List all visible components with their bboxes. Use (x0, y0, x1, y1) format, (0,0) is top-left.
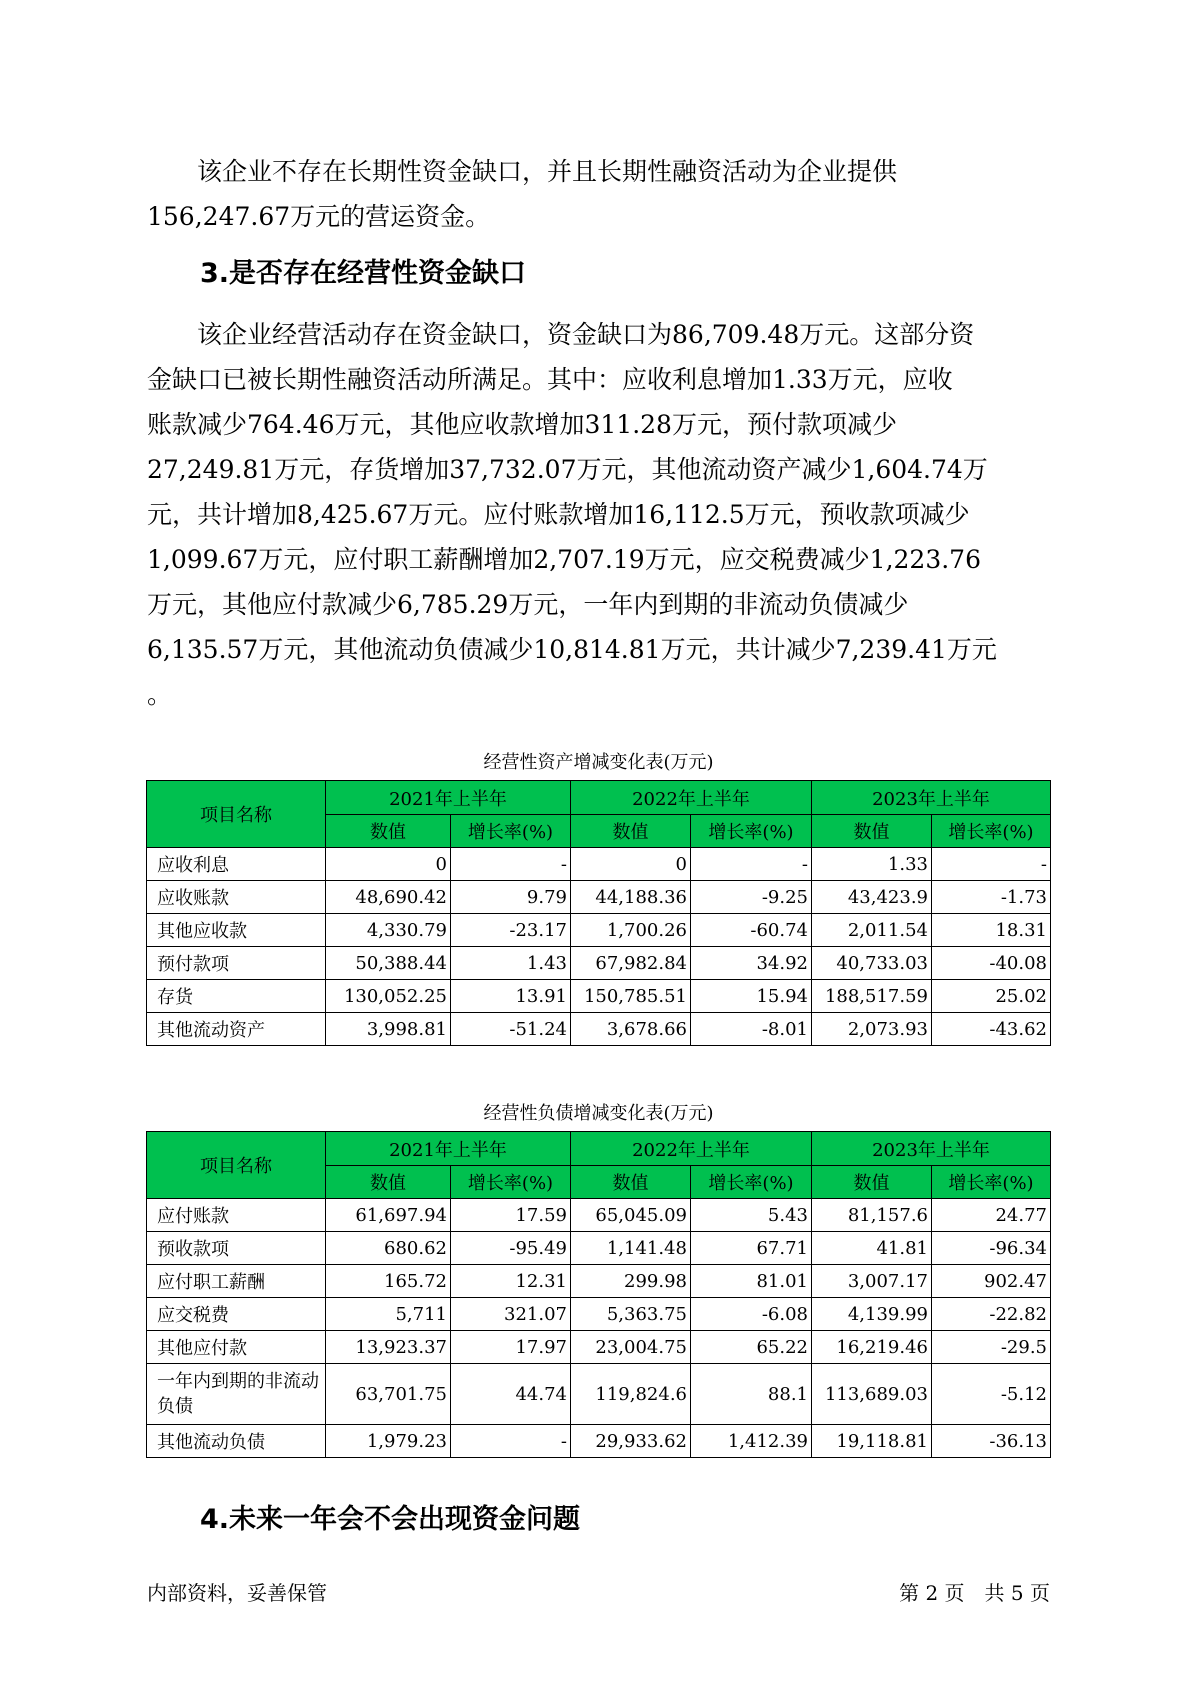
row-item-name: 应付账款 (147, 1199, 326, 1232)
cell-value: 2,073.93 (812, 1013, 932, 1046)
cell-value: 5,363.75 (571, 1298, 691, 1331)
cell-growth-rate: -43.62 (932, 1013, 1051, 1046)
row-item-name: 预付款项 (147, 947, 326, 980)
paragraph-line: 账款减少764.46万元，其他应收款增加311.28万元，预付款项减少 (147, 410, 897, 439)
cell-growth-rate: -29.5 (932, 1331, 1051, 1364)
cell-growth-rate: - (451, 848, 571, 881)
header-period-2022: 2022年上半年 (571, 781, 812, 815)
header-value: 数值 (812, 815, 932, 848)
section-heading-3: 3.是否存在经营性资金缺口 (200, 258, 527, 289)
cell-value: 3,007.17 (812, 1265, 932, 1298)
header-value: 数值 (571, 815, 691, 848)
cell-growth-rate: - (932, 848, 1051, 881)
table-row (147, 1364, 1051, 1425)
cell-value: 2,011.54 (812, 914, 932, 947)
table-row (147, 1425, 1051, 1458)
cell-value: 299.98 (571, 1265, 691, 1298)
cell-value: 29,933.62 (571, 1425, 691, 1458)
row-item-name: 预收款项 (147, 1232, 326, 1265)
header-value: 数值 (326, 1166, 451, 1199)
cell-growth-rate: -22.82 (932, 1298, 1051, 1331)
header-period-2023: 2023年上半年 (812, 1132, 1051, 1166)
cell-growth-rate: 81.01 (691, 1265, 812, 1298)
cell-value: 50,388.44 (326, 947, 451, 980)
header-growth-rate: 增长率(%) (691, 815, 812, 848)
header-growth-rate: 增长率(%) (691, 1166, 812, 1199)
cell-value: 67,982.84 (571, 947, 691, 980)
header-period-2023: 2023年上半年 (812, 781, 1051, 815)
cell-value: 1,979.23 (326, 1425, 451, 1458)
row-item-name: 其他应付款 (147, 1331, 326, 1364)
header-growth-rate: 增长率(%) (932, 815, 1051, 848)
cell-value: 16,219.46 (812, 1331, 932, 1364)
cell-growth-rate: -5.12 (932, 1364, 1051, 1425)
paragraph-operating-gap (147, 312, 1047, 717)
cell-growth-rate: 1.43 (451, 947, 571, 980)
header-growth-rate: 增长率(%) (932, 1166, 1051, 1199)
cell-growth-rate: -95.49 (451, 1232, 571, 1265)
row-item-name: 应收账款 (147, 881, 326, 914)
row-item-name: 存货 (147, 980, 326, 1013)
cell-value: 5,711 (326, 1298, 451, 1331)
header-item-name: 项目名称 (147, 1132, 326, 1199)
cell-growth-rate: -51.24 (451, 1013, 571, 1046)
section-heading-4: 4.未来一年会不会出现资金问题 (200, 1504, 581, 1535)
header-value: 数值 (571, 1166, 691, 1199)
cell-growth-rate: - (451, 1425, 571, 1458)
header-period-2021: 2021年上半年 (326, 1132, 571, 1166)
cell-value: 3,998.81 (326, 1013, 451, 1046)
table-caption-assets: 经营性资产增减变化表(万元) (483, 752, 714, 773)
table-row (147, 1265, 1051, 1298)
cell-growth-rate: 25.02 (932, 980, 1051, 1013)
row-item-name: 应收利息 (147, 848, 326, 881)
table-row (147, 881, 1051, 914)
table-row (147, 1331, 1051, 1364)
cell-value: 61,697.94 (326, 1199, 451, 1232)
paragraph-line: 该企业不存在长期性资金缺口，并且长期性融资活动为企业提供 (147, 157, 898, 186)
cell-growth-rate: -40.08 (932, 947, 1051, 980)
cell-growth-rate: -60.74 (691, 914, 812, 947)
table-caption-liabilities: 经营性负债增减变化表(万元) (483, 1103, 714, 1124)
cell-growth-rate: -23.17 (451, 914, 571, 947)
table-row (147, 1232, 1051, 1265)
footer-page-number: 第 2 页 共 5 页 (899, 1581, 1050, 1605)
table-row (147, 1199, 1051, 1232)
cell-value: 81,157.6 (812, 1199, 932, 1232)
row-item-name: 其他应收款 (147, 914, 326, 947)
cell-growth-rate: 24.77 (932, 1199, 1051, 1232)
cell-value: 113,689.03 (812, 1364, 932, 1425)
cell-growth-rate: 13.91 (451, 980, 571, 1013)
cell-growth-rate: 65.22 (691, 1331, 812, 1364)
paragraph-line: 万元，其他应付款减少6,785.29万元，一年内到期的非流动负债减少 (147, 590, 909, 619)
cell-value: 4,139.99 (812, 1298, 932, 1331)
cell-value: 19,118.81 (812, 1425, 932, 1458)
cell-value: 680.62 (326, 1232, 451, 1265)
operating-liabilities-table (146, 1131, 1051, 1458)
cell-value: 41.81 (812, 1232, 932, 1265)
paragraph-line: 1,099.67万元，应付职工薪酬增加2,707.19万元，应交税费减少1,223.76 (147, 545, 981, 574)
cell-growth-rate: 902.47 (932, 1265, 1051, 1298)
operating-assets-table (146, 780, 1051, 1046)
table-row (147, 1298, 1051, 1331)
table-row (147, 914, 1051, 947)
row-item-name: 一年内到期的非流动负债 (147, 1364, 326, 1425)
cell-growth-rate: 88.1 (691, 1364, 812, 1425)
cell-growth-rate: 1,412.39 (691, 1425, 812, 1458)
cell-value: 43,423.9 (812, 881, 932, 914)
row-item-name: 应交税费 (147, 1298, 326, 1331)
header-period-2022: 2022年上半年 (571, 1132, 812, 1166)
header-growth-rate: 增长率(%) (451, 1166, 571, 1199)
cell-value: 130,052.25 (326, 980, 451, 1013)
table-row (147, 947, 1051, 980)
footer-confidential-note: 内部资料，妥善保管 (147, 1581, 327, 1605)
header-value: 数值 (812, 1166, 932, 1199)
cell-value: 13,923.37 (326, 1331, 451, 1364)
cell-growth-rate: 34.92 (691, 947, 812, 980)
header-item-name: 项目名称 (147, 781, 326, 848)
paragraph-line: 27,249.81万元，存货增加37,732.07万元，其他流动资产减少1,604.74万 (147, 455, 988, 484)
cell-growth-rate: -96.34 (932, 1232, 1051, 1265)
cell-growth-rate: 12.31 (451, 1265, 571, 1298)
paragraph-line: 金缺口已被长期性融资活动所满足。其中：应收利息增加1.33万元，应收 (147, 365, 953, 394)
cell-value: 1.33 (812, 848, 932, 881)
table-row (147, 848, 1051, 881)
cell-value: 0 (326, 848, 451, 881)
cell-value: 44,188.36 (571, 881, 691, 914)
cell-value: 1,141.48 (571, 1232, 691, 1265)
cell-growth-rate: - (691, 848, 812, 881)
header-growth-rate: 增长率(%) (451, 815, 571, 848)
cell-value: 3,678.66 (571, 1013, 691, 1046)
cell-growth-rate: -6.08 (691, 1298, 812, 1331)
paragraph-line: 元，共计增加8,425.67万元。应付账款增加16,112.5万元，预收款项减少 (147, 500, 970, 529)
cell-value: 48,690.42 (326, 881, 451, 914)
cell-value: 1,700.26 (571, 914, 691, 947)
row-item-name: 其他流动资产 (147, 1013, 326, 1046)
cell-growth-rate: 9.79 (451, 881, 571, 914)
cell-growth-rate: 44.74 (451, 1364, 571, 1425)
paragraph-long-term-funding (147, 149, 1047, 239)
cell-growth-rate: -36.13 (932, 1425, 1051, 1458)
cell-value: 40,733.03 (812, 947, 932, 980)
table-row (147, 1013, 1051, 1046)
cell-growth-rate: 18.31 (932, 914, 1051, 947)
cell-growth-rate: 17.97 (451, 1331, 571, 1364)
cell-growth-rate: -9.25 (691, 881, 812, 914)
cell-value: 150,785.51 (571, 980, 691, 1013)
cell-value: 23,004.75 (571, 1331, 691, 1364)
cell-growth-rate: 15.94 (691, 980, 812, 1013)
cell-value: 165.72 (326, 1265, 451, 1298)
cell-value: 63,701.75 (326, 1364, 451, 1425)
cell-value: 65,045.09 (571, 1199, 691, 1232)
cell-growth-rate: 321.07 (451, 1298, 571, 1331)
table-row (147, 980, 1051, 1013)
paragraph-line: 6,135.57万元，其他流动负债减少10,814.81万元，共计减少7,239.41万元 (147, 635, 997, 664)
cell-value: 4,330.79 (326, 914, 451, 947)
paragraph-line: 。 (147, 680, 173, 709)
cell-growth-rate: 67.71 (691, 1232, 812, 1265)
paragraph-line: 该企业经营活动存在资金缺口，资金缺口为86,709.48万元。这部分资 (147, 320, 975, 349)
header-period-2021: 2021年上半年 (326, 781, 571, 815)
cell-value: 119,824.6 (571, 1364, 691, 1425)
cell-growth-rate: -1.73 (932, 881, 1051, 914)
row-item-name: 其他流动负债 (147, 1425, 326, 1458)
cell-value: 188,517.59 (812, 980, 932, 1013)
row-item-name: 应付职工薪酬 (147, 1265, 326, 1298)
paragraph-line: 156,247.67万元的营运资金。 (147, 202, 491, 231)
header-value: 数值 (326, 815, 451, 848)
cell-growth-rate: -8.01 (691, 1013, 812, 1046)
cell-growth-rate: 17.59 (451, 1199, 571, 1232)
cell-value: 0 (571, 848, 691, 881)
cell-growth-rate: 5.43 (691, 1199, 812, 1232)
